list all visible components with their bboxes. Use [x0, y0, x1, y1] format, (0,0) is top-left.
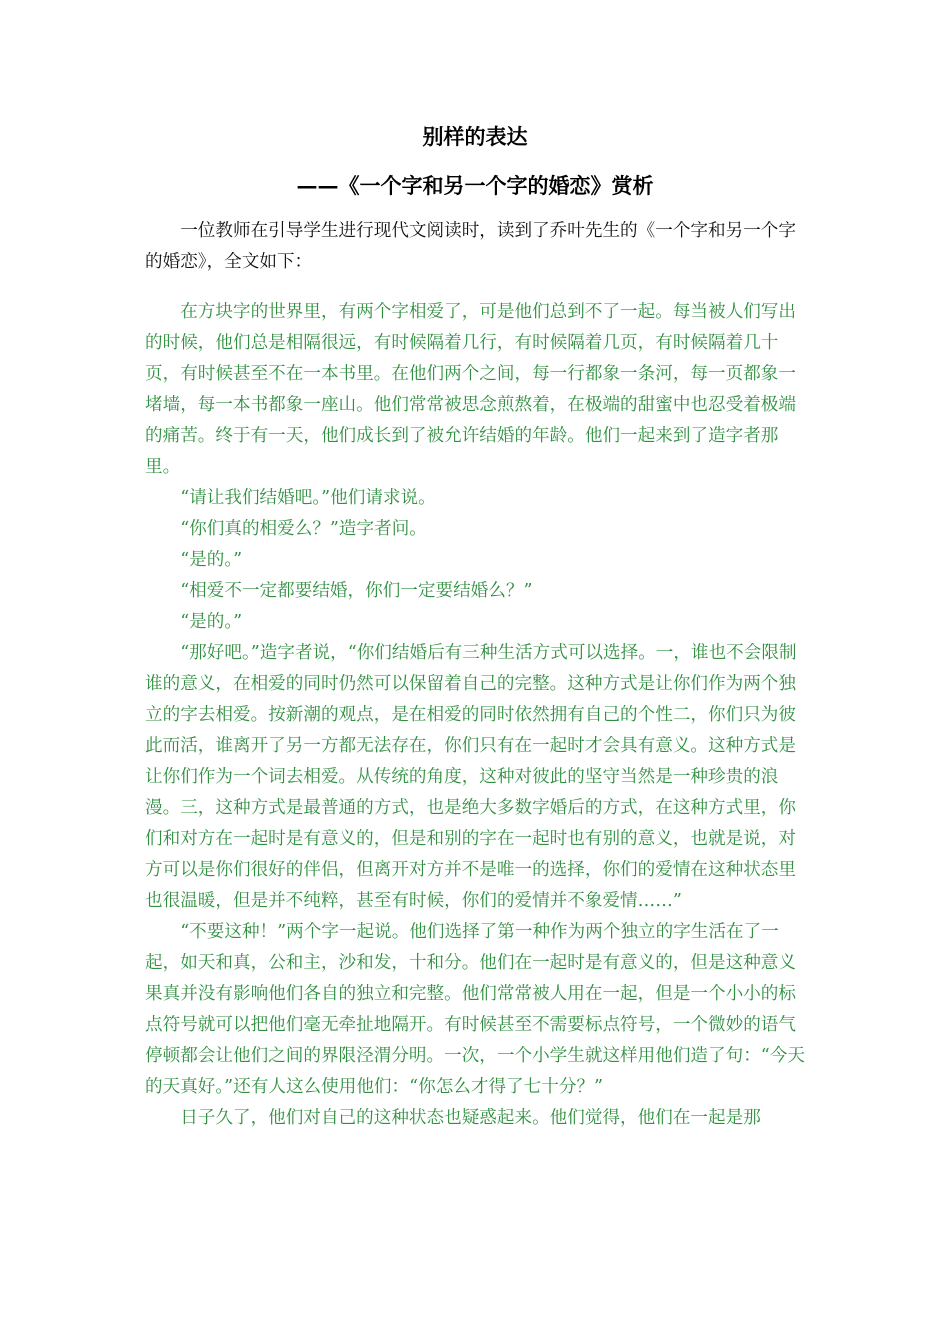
page-title: 别样的表达	[422, 124, 528, 149]
intro-section	[145, 216, 810, 278]
page-subtitle: ——《一个字和另一个字的婚恋》赏析	[296, 173, 654, 198]
story-paragraph: “是的。”	[180, 612, 243, 632]
story-paragraph: “那好吧。”造字者说，“你们结婚后有三种生活方式可以选择。一，谁也不会限制谁的意义，在相爱的同时仍然可以保留着自己的完整。这种方式是让你们作为两个独立的字去相爱。按新潮的观点，是在相爱的同时依然拥有自己的个性二，你们只为彼此而活，谁离开了另一方都无法存在，你们只有在一起时才会具有意义。这种方式是让你们作为一个词去相爱。从传统的角度，这种对彼此的坚守当然是一种珍贵的浪漫。三，这种方式是最普通的方式，也是绝大多数字婚后的方式，在这种方式里，你们和对方在一起时是有意义的，但是和别的字在一起时也有别的意义，也就是说，对方可以是你们很好的伴侣，但离开对方并不是唯一的选择，你们的爱情在这种状态里也很温暖，但是并不纯粹，甚至有时候，你们的爱情并不象爱情……”	[145, 643, 797, 911]
intro-paragraph: 一位教师在引导学生进行现代文阅读时，读到了乔叶先生的《一个字和另一个字的婚恋》，全文如下：	[145, 221, 796, 272]
quoted-story	[145, 297, 810, 1134]
story-paragraph: “是的。”	[180, 550, 243, 570]
story-paragraph: “相爱不一定都要结婚，你们一定要结婚么？”	[180, 581, 533, 601]
story-paragraph: “请让我们结婚吧。”他们请求说。	[180, 488, 436, 508]
story-paragraph: 日子久了，他们对自己的这种状态也疑惑起来。他们觉得，他们在一起是那	[180, 1108, 761, 1128]
story-paragraph: “不要这种！”两个字一起说。他们选择了第一种作为两个独立的字生活在了一起，如天和真，公和主，沙和发，十和分。他们在一起时是有意义的，但是这种意义果真并没有影响他们各自的独立和完整。他们常常被人用在一起，但是一个小小的标点符号就可以把他们毫无牵扯地隔开。有时候甚至不需要标点符号，一个微妙的语气停顿都会让他们之间的界限泾渭分明。一次，一个小学生就这样用他们造了句：“今天的天真好。”还有人这么使用他们：“你怎么才得了七十分？”	[145, 922, 805, 1097]
story-paragraph: “你们真的相爱么？”造字者问。	[180, 519, 427, 539]
story-paragraph: 在方块字的世界里，有两个字相爱了，可是他们总到不了一起。每当被人们写出的时候，他们总是相隔很远，有时候隔着几行，有时候隔着几页，有时候隔着几十页，有时候甚至不在一本书里。在他们两个之间，每一行都象一条河，每一页都象一堵墙，每一本书都象一座山。他们常常被思念煎熬着，在极端的甜蜜中也忍受着极端的痛苦。终于有一天，他们成长到了被允许结婚的年龄。他们一起来到了造字者那里。	[145, 302, 796, 477]
